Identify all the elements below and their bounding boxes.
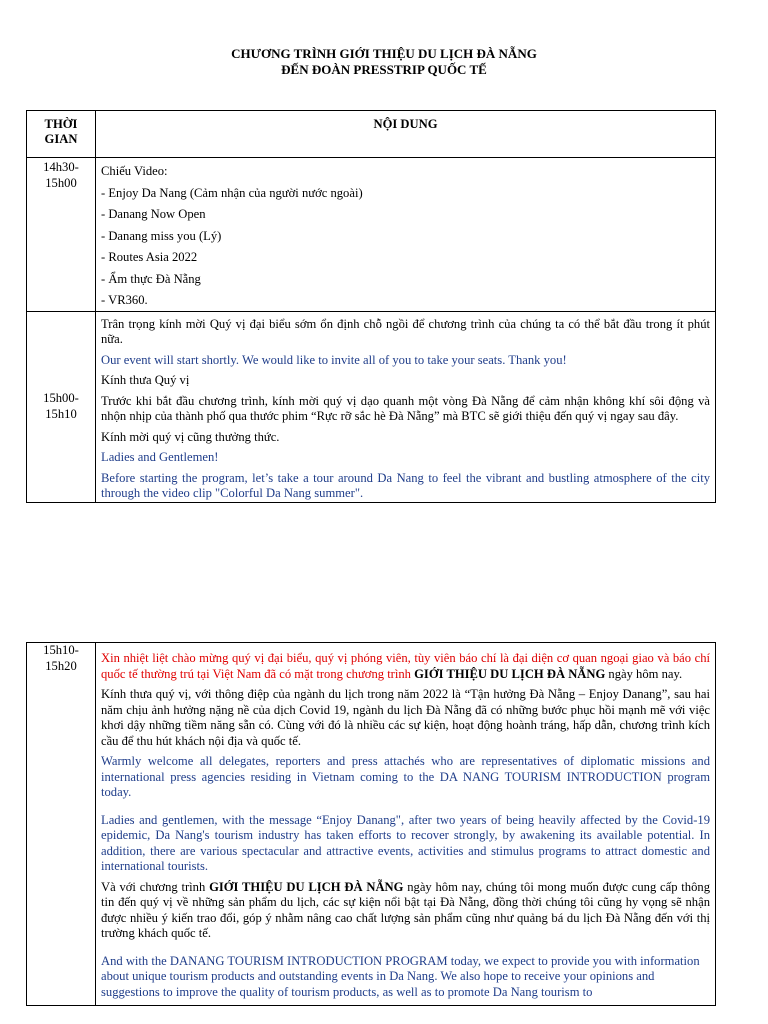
time-cell (27, 311, 96, 502)
time-label: 15h10-15h20 (43, 643, 79, 673)
time-label: 15h00-15h10 (43, 391, 79, 421)
time-cell (27, 643, 96, 1006)
paragraph-vi: Kính thưa quý vị, với thông điệp của ngành du lịch trong năm 2022 là “Tận hưởng Đà Nẵng – Enjoy Danang”, sau hai năm chịu ảnh hưởng nặng nề của dịch Covid 19, ngành du lịch Đà Nẵng đã có những bước phục hồi mạnh mẽ với việc khơi dậy những tiềm năng sẵn có. Cùng với đó là nhiều các sự kiện, hoạt động hoành tráng, hấp dẫn, chương trình kích cầu để thu hút khách nội địa và quốc tế. (101, 687, 710, 748)
paragraph-vi: Và với chương trình GIỚI THIỆU DU LỊCH ĐÀ NẴNG ngày hôm nay, chúng tôi mong muốn được cung cấp thông tin đến quý vị về những sản phẩm du lịch, các sự kiện nổi bật tại Đà Nẵng, đồng thời chúng tôi cũng hy vọng sẽ nhận được nhiều ý kiến trao đổi, góp ý nhằm nâng cao chất lượng sản phẩm cũng như quảng bá du lịch Đà Nẵng đến với thị trường khách quốc tế. (101, 879, 710, 940)
list-item: - Danang Now Open (101, 207, 206, 221)
paragraph-en: Before starting the program, let’s take a tour around Da Nang to feel the vibrant and bustling atmosphere of the city through the video clip "Colorful Da Nang summer". (101, 470, 710, 500)
time-cell (27, 158, 96, 312)
time-column-header: THỜI GIAN (27, 111, 96, 158)
list-item: - Enjoy Da Nang (Cảm nhận của người nước ngoài) (101, 185, 363, 200)
content-cell (96, 311, 716, 502)
paragraph-vi: Kính mời quý vị cũng thưởng thức. (101, 429, 280, 444)
list-item: - VR360. (101, 293, 148, 307)
paragraph-en: Ladies and gentlemen, with the message “Enjoy Danang", after two years of being heavily affected by the Covid-19 epidemic, Da Nang's tourism industry has taken efforts to recover strongly, by awakening its available potential. In addition, there are various spectacular and attractive events, activities and stimulus programs to attract domestic and international tourists. (101, 812, 710, 873)
paragraph-en: And with the DANANG TOURISM INTRODUCTION PROGRAM today, we expect to provide you with information about unique tourism products and outstanding events in Da Nang. We also hope to receive your opinions and suggestions to improve the quality of tourism products, as well as to promote Da Nang tourism to (101, 953, 700, 999)
table-row (27, 158, 716, 312)
schedule-table-1 (26, 110, 716, 503)
table-row (27, 643, 716, 1006)
paragraph-vi: Kính thưa Quý vị (101, 373, 190, 387)
title-line-2: ĐẾN ĐOÀN PRESSTRIP QUỐC TẾ (281, 62, 487, 77)
program-name-bold: GIỚI THIỆU DU LỊCH ĐÀ NẴNG (209, 879, 404, 894)
list-item: - Danang miss you (Lý) (101, 228, 222, 243)
list-item: - Routes Asia 2022 (101, 250, 198, 264)
table-row (27, 311, 716, 502)
table-header-row (27, 111, 716, 158)
paragraph-en: Warmly welcome all delegates, reporters and press attachés who are representatives of diplomatic missions and international press agencies residing in Vietnam coming to the DA NANG TOURISM INTRODUCTION program today. (101, 754, 710, 799)
title-line-1: CHƯƠNG TRÌNH GIỚI THIỆU DU LỊCH ĐÀ NẴNG (231, 46, 537, 61)
time-label: 14h30-15h00 (43, 160, 79, 190)
content-cell (96, 643, 716, 1006)
paragraph-en: Our event will start shortly. We would like to invite all of you to take your seats. Thank you! (101, 352, 567, 367)
paragraph-vi: Trân trọng kính mời Quý vị đại biểu sớm ổn định chỗ ngồi để chương trình của chúng ta có thể bắt đầu trong ít phút nữa. (101, 316, 710, 346)
content-cell (96, 158, 716, 312)
paragraph-en: Ladies and Gentlemen! (101, 450, 219, 464)
schedule-table-2 (26, 642, 716, 1006)
welcome-paragraph-vi: Xin nhiệt liệt chào mừng quý vị đại biểu, quý vị phóng viên, tùy viên báo chí là đại diện cơ quan ngoại giao và báo chí quốc tế thường trú tại Việt Nam đã có mặt trong chương trình GIỚI THIỆU DU LỊCH ĐÀ NẴNG ngày hôm nay. (101, 651, 710, 681)
document-title (0, 46, 768, 78)
program-name-bold: GIỚI THIỆU DU LỊCH ĐÀ NẴNG (414, 666, 606, 681)
list-item: - Ẩm thực Đà Nẵng (101, 271, 201, 286)
video-intro: Chiếu Video: (101, 164, 168, 178)
paragraph-vi: Trước khi bắt đầu chương trình, kính mời quý vị dạo quanh một vòng Đà Nẵng để cảm nhận không khí sôi động và nhộn nhịp của thành phố qua thước phim “Rực rỡ sắc hè Đà Nẵng” mà BTC sẽ giới thiệu đến quý vị ngay sau đây. (101, 393, 710, 423)
content-column-header: NỘI DUNG (96, 111, 716, 158)
